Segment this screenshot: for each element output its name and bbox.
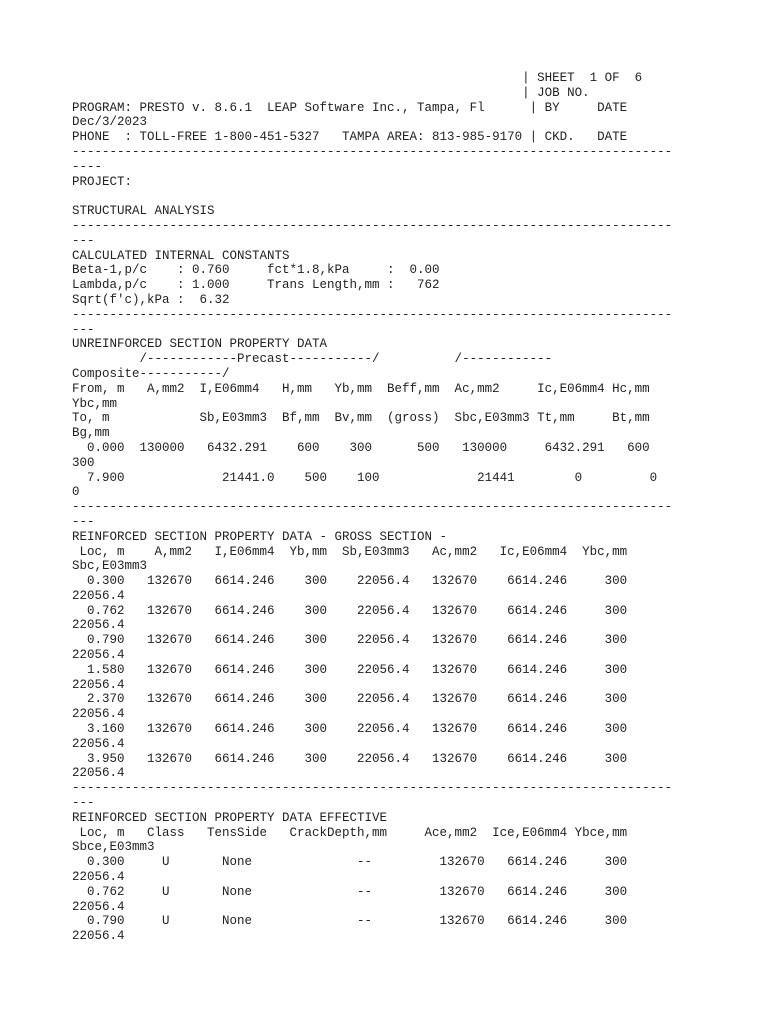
divider: -------------------------------------------------------------------------------- bbox=[72, 500, 673, 515]
divider: -------------------------------------------------------------------------------- bbox=[72, 218, 673, 233]
analysis-title: STRUCTURAL ANALYSIS bbox=[72, 204, 215, 219]
table-row-wrap: 300 bbox=[72, 455, 95, 470]
column-header-wrap: Bg,mm bbox=[72, 426, 110, 441]
table-row-wrap: 0 bbox=[72, 485, 80, 500]
table-row: 0.762 132670 6614.246 300 22056.4 132670 6614.246 300 bbox=[72, 603, 628, 618]
table-row-wrap: 22056.4 bbox=[72, 648, 125, 663]
column-header-wrap: Sbce,E03mm3 bbox=[72, 840, 155, 855]
table-row-wrap: 22056.4 bbox=[72, 929, 125, 944]
constants-line: Lambda,p/c : 1.000 Trans Length,mm : 762 bbox=[72, 278, 440, 293]
gross-title: REINFORCED SECTION PROPERTY DATA - GROSS SECTION - bbox=[72, 529, 448, 544]
divider-tail: ---- bbox=[72, 159, 103, 174]
column-header-wrap: Sbc,E03mm3 bbox=[72, 559, 148, 574]
table-row: 7.900 21441.0 500 100 21441 0 0 bbox=[72, 470, 658, 485]
table-row-wrap: 22056.4 bbox=[72, 736, 125, 751]
phone-line: PHONE : TOLL-FREE 1-800-451-5327 TAMPA AREA: 813-985-9170 | CKD. DATE bbox=[72, 130, 628, 145]
divider-tail: --- bbox=[72, 796, 95, 811]
table-row-wrap: 22056.4 bbox=[72, 766, 125, 781]
table-row: 3.160 132670 6614.246 300 22056.4 132670 6614.246 300 bbox=[72, 722, 628, 737]
table-row: 1.580 132670 6614.246 300 22056.4 132670 6614.246 300 bbox=[72, 662, 628, 677]
table-row: 0.762 U None -- 132670 6614.246 300 bbox=[72, 884, 628, 899]
column-header: Loc, m Class TensSide CrackDepth,mm Ace,mm2 Ice,E06mm4 Ybce,mm bbox=[72, 825, 628, 840]
blank-line bbox=[72, 189, 712, 204]
divider: -------------------------------------------------------------------------------- bbox=[72, 144, 673, 159]
table-row-wrap: 22056.4 bbox=[72, 899, 125, 914]
constants-line: Sqrt(f'c),kPa : 6.32 bbox=[72, 292, 230, 307]
divider: -------------------------------------------------------------------------------- bbox=[72, 781, 673, 796]
program-line: PROGRAM: PRESTO v. 8.6.1 LEAP Software Inc., Tampa, Fl | BY DATE bbox=[72, 100, 628, 115]
unreinforced-title: UNREINFORCED SECTION PROPERTY DATA bbox=[72, 337, 328, 352]
column-header: From, m A,mm2 I,E06mm4 H,mm Yb,mm Beff,mm Ac,mm2 Ic,E06mm4 Hc,mm bbox=[72, 381, 650, 396]
divider-tail: --- bbox=[72, 322, 95, 337]
table-row: 2.370 132670 6614.246 300 22056.4 132670 6614.246 300 bbox=[72, 692, 628, 707]
column-header-wrap: Ybc,mm bbox=[72, 396, 118, 411]
table-row: 0.300 132670 6614.246 300 22056.4 132670 6614.246 300 bbox=[72, 574, 628, 589]
table-row-wrap: 22056.4 bbox=[72, 677, 125, 692]
column-header: Loc, m A,mm2 I,E06mm4 Yb,mm Sb,E03mm3 Ac,mm2 Ic,E06mm4 Ybc,mm bbox=[72, 544, 628, 559]
column-header: To, m Sb,E03mm3 Bf,mm Bv,mm (gross) Sbc,E03mm3 Tt,mm Bt,mm bbox=[72, 411, 650, 426]
divider-tail: --- bbox=[72, 514, 95, 529]
report-page bbox=[72, 71, 712, 944]
table-row: 0.300 U None -- 132670 6614.246 300 bbox=[72, 855, 628, 870]
effective-title: REINFORCED SECTION PROPERTY DATA EFFECTIVE bbox=[72, 810, 388, 825]
table-row: 0.790 132670 6614.246 300 22056.4 132670 6614.246 300 bbox=[72, 633, 628, 648]
sheet-line: | SHEET 1 OF 6 bbox=[72, 71, 643, 85]
divider: -------------------------------------------------------------------------------- bbox=[72, 307, 673, 322]
table-row: 0.790 U None -- 132670 6614.246 300 bbox=[72, 914, 628, 929]
divider-tail: --- bbox=[72, 233, 95, 248]
table-row-wrap: 22056.4 bbox=[72, 588, 125, 603]
table-row-wrap: 22056.4 bbox=[72, 618, 125, 633]
group-header-wrap: Composite-----------/ bbox=[72, 366, 230, 381]
table-row: 3.950 132670 6614.246 300 22056.4 132670 6614.246 300 bbox=[72, 751, 628, 766]
date-line: Dec/3/2023 bbox=[72, 115, 148, 130]
table-row: 0.000 130000 6432.291 600 300 500 130000 6432.291 600 bbox=[72, 440, 650, 455]
constants-line: Beta-1,p/c : 0.760 fct*1.8,kPa : 0.00 bbox=[72, 263, 440, 278]
job-no-line: | JOB NO. bbox=[72, 85, 590, 100]
project-label: PROJECT: bbox=[72, 174, 133, 189]
table-row-wrap: 22056.4 bbox=[72, 870, 125, 885]
table-row-wrap: 22056.4 bbox=[72, 707, 125, 722]
constants-title: CALCULATED INTERNAL CONSTANTS bbox=[72, 248, 290, 263]
group-header: /------------Precast-----------/ /------------ bbox=[72, 352, 553, 367]
